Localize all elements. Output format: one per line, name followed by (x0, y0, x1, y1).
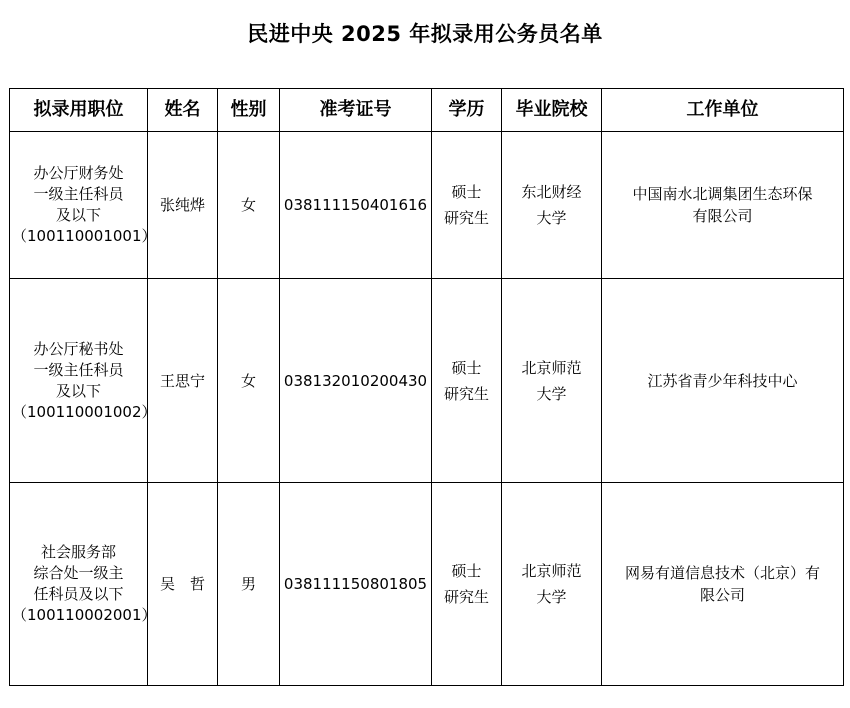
table-row (10, 483, 844, 686)
header-education: 学历 (432, 89, 502, 132)
cell-position: 办公厅财务处 一级主任科员 及以下 （100110001001） (10, 132, 148, 279)
header-school: 毕业院校 (502, 89, 602, 132)
cell-exam-id: 038111150401616 (280, 132, 432, 279)
cell-exam-id: 038132010200430 (280, 279, 432, 483)
cell-gender: 女 (218, 279, 280, 483)
table-header-row (10, 89, 844, 132)
cell-gender: 男 (218, 483, 280, 686)
cell-school: 东北财经 大学 (502, 132, 602, 279)
cell-gender: 女 (218, 132, 280, 279)
cell-workplace: 网易有道信息技术（北京）有 限公司 (602, 483, 844, 686)
cell-school: 北京师范 大学 (502, 279, 602, 483)
cell-education: 硕士 研究生 (432, 279, 502, 483)
cell-position: 社会服务部 综合处一级主 任科员及以下 （100110002001） (10, 483, 148, 686)
page-title: 民进中央 2025 年拟录用公务员名单 (247, 22, 603, 46)
header-exam-id: 准考证号 (280, 89, 432, 132)
cell-exam-id: 038111150801805 (280, 483, 432, 686)
header-position: 拟录用职位 (10, 89, 148, 132)
cell-workplace: 中国南水北调集团生态环保 有限公司 (602, 132, 844, 279)
candidate-table (9, 88, 844, 686)
cell-workplace: 江苏省青少年科技中心 (602, 279, 844, 483)
header-workplace: 工作单位 (602, 89, 844, 132)
table-row (10, 279, 844, 483)
header-gender: 性别 (218, 89, 280, 132)
cell-name: 吴 哲 (148, 483, 218, 686)
table-row (10, 132, 844, 279)
cell-education: 硕士 研究生 (432, 483, 502, 686)
cell-school: 北京师范 大学 (502, 483, 602, 686)
cell-name: 王思宁 (148, 279, 218, 483)
header-name: 姓名 (148, 89, 218, 132)
cell-education: 硕士 研究生 (432, 132, 502, 279)
cell-name: 张纯烨 (148, 132, 218, 279)
cell-position: 办公厅秘书处 一级主任科员 及以下 （100110001002） (10, 279, 148, 483)
